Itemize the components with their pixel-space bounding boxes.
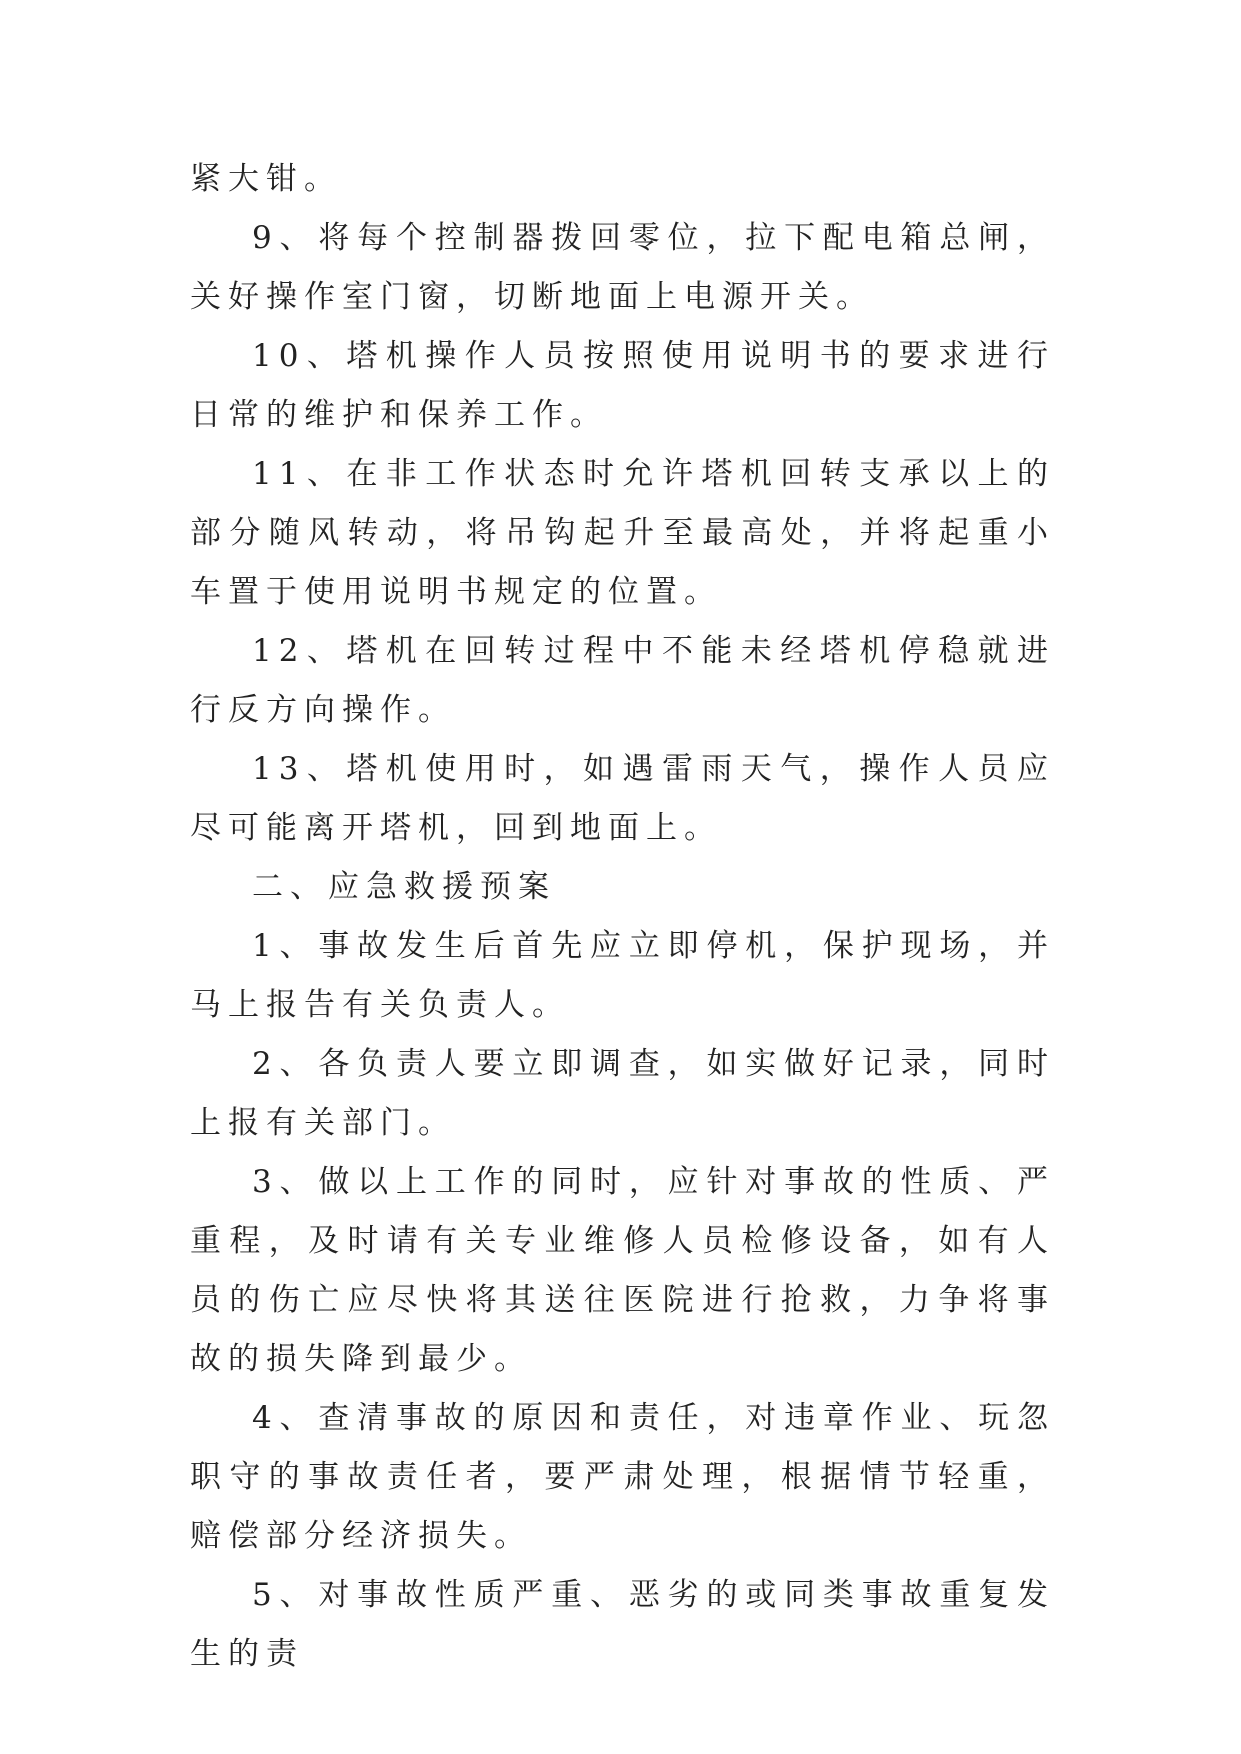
paragraph-plan-item-4: 4、查清事故的原因和责任，对违章作业、玩忽职守的事故责任者，要严肃处理，根据情节轻重，赔偿部分经济损失。: [190, 1400, 1055, 1554]
paragraph-plan-item-1: 1、事故发生后首先应立即停机，保护现场，并马上报告有关负责人。: [190, 928, 1055, 1023]
paragraph-plan-item-5: 5、对事故性质严重、恶劣的或同类事故重复发生的责: [190, 1577, 1055, 1672]
paragraph-item-9: 9、将每个控制器拨回零位，拉下配电箱总闸，关好操作室门窗，切断地面上电源开关。: [190, 220, 1055, 315]
document-body: [190, 150, 1055, 1684]
paragraph-continuation: 紧大钳。: [190, 161, 342, 197]
section-heading-emergency-plan: 二、应急救援预案: [252, 869, 556, 905]
paragraph-item-13: 13、塔机使用时，如遇雷雨天气，操作人员应尽可能离开塔机，回到地面上。: [190, 751, 1055, 846]
paragraph-item-12: 12、塔机在回转过程中不能未经塔机停稳就进行反方向操作。: [190, 633, 1055, 728]
paragraph-plan-item-3: 3、做以上工作的同时，应针对事故的性质、严重程，及时请有关专业维修人员检修设备，如有人员的伤亡应尽快将其送往医院进行抢救，力争将事故的损失降到最少。: [190, 1164, 1055, 1377]
paragraph-plan-item-2: 2、各负责人要立即调查，如实做好记录，同时上报有关部门。: [190, 1046, 1055, 1141]
paragraph-item-10: 10、塔机操作人员按照使用说明书的要求进行日常的维护和保养工作。: [190, 338, 1055, 433]
paragraph-item-11: 11、在非工作状态时允许塔机回转支承以上的部分随风转动，将吊钩起升至最高处，并将起重小车置于使用说明书规定的位置。: [190, 456, 1055, 610]
